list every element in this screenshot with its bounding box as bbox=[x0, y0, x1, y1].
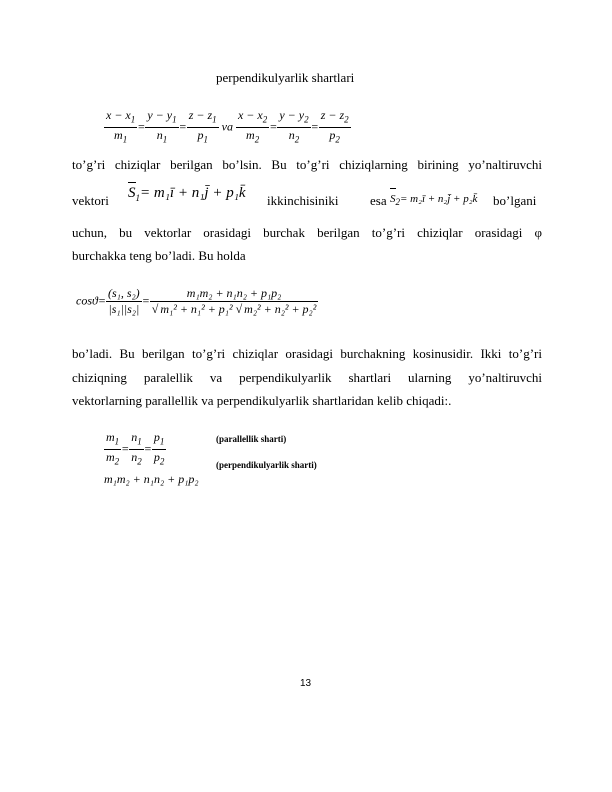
fraction-y1: $\frac{y - y_1}{n_1}$ bbox=[147, 108, 177, 145]
esa-word: esa bbox=[370, 193, 387, 208]
vector-s2: $S_2=$ m₂ī + n₂j̄ + p₂k̄ bbox=[390, 190, 477, 211]
ikkinchisiniki-word: ikkinchisiniki bbox=[267, 193, 339, 208]
paragraph-line-4: burchakka teng bo’ladi. Bu holda bbox=[72, 248, 246, 263]
cosine-formula: cosϑ= $\frac{\text{(s₁, s₂)}}{\text{|s₁||s₂|}}$ = $\frac{\text{m₁m₂ + n₁n₂ + p₁p₂}}{\text{√ m₁² + n₁² + p₁² √ m₂² + n₂² + p₂²}}$ bbox=[76, 286, 317, 316]
parallel-note: (parallellik sharti) bbox=[216, 434, 287, 444]
paragraph-line-6: chiziqning paralellik va perpendikulyarlik shartlari ularning yo’naltiruvchi bbox=[72, 370, 542, 385]
cos-fraction-vector: $\frac{\text{(s₁, s₂)}}{\text{|s₁||s₂|}}$ bbox=[108, 286, 140, 316]
paragraph-line-7: vektorlarning parallellik va perpendikulyarlik shartlaridan kelib chiqadi:. bbox=[72, 393, 452, 408]
page-number: 13 bbox=[300, 678, 312, 689]
perpendicular-condition: m₁m₂ + n₁n₂ + p₁p₂ bbox=[104, 472, 199, 486]
section-heading: perpendikulyarlik shartlari bbox=[216, 70, 355, 85]
perpendicular-note: (perpendikulyarlik sharti) bbox=[216, 460, 317, 470]
fraction-x2: $\frac{x - x_2}{m_2}$ bbox=[237, 108, 268, 145]
vector-s1: $S_1=$ m₁ī + n₁j̄ + p₁k̄ bbox=[128, 185, 246, 203]
paragraph-line-3: uchun, bu vektorlar orasidagi burchak berilgan to’g’ri chiziqlar orasidagi φ bbox=[72, 225, 542, 240]
paragraph-line-1: to’g’ri chiziqlar berilgan bo’lsin. Bu to’g’ri chiziqlarning birining yo’naltiruvchi bbox=[72, 157, 542, 172]
vektori-word: vektori bbox=[72, 193, 109, 208]
fraction-z2: $\frac{z - z_2}{p_2}$ bbox=[320, 108, 349, 145]
fraction-z1: $\frac{z - z_1}{p_1}$ bbox=[188, 108, 217, 145]
paragraph-line-2 bbox=[72, 185, 542, 210]
cos-lhs: cosϑ bbox=[76, 293, 98, 308]
fraction-y2: $\frac{y - y_2}{n_2}$ bbox=[279, 108, 309, 145]
cos-fraction-coords: $\frac{\text{m₁m₂ + n₁n₂ + p₁p₂}}{\text{√ m₁² + n₁² + p₁² √ m₂² + n₂² + p₂²}}$ bbox=[151, 286, 317, 316]
bolgani-word: bo’lgani bbox=[493, 193, 537, 208]
paragraph-line-5: bo’ladi. Bu berilgan to’g’ri chiziqlar orasidagi burchakning kosinusidir. Ikki to’g’ri bbox=[72, 346, 542, 361]
fraction-x1: $\frac{x - x_1}{m_1}$ bbox=[106, 108, 136, 145]
va-word: va bbox=[221, 119, 233, 134]
line-equations: $\frac{x - x_1}{m_1}$ = $\frac{y - y_1}{n_1}$ = $\frac{z - z_1}{p_1}$ va $\frac{x - x_2}{m_2}$ = $\frac{y - y_2}{n_2}$ = $\frac{z - z_2}{p_2}$ bbox=[104, 108, 351, 148]
parallel-condition: $\frac{m_1}{m_2}$ = $\frac{n_1}{n_2}$ = $\frac{p_1}{p_2}$ bbox=[106, 430, 165, 467]
